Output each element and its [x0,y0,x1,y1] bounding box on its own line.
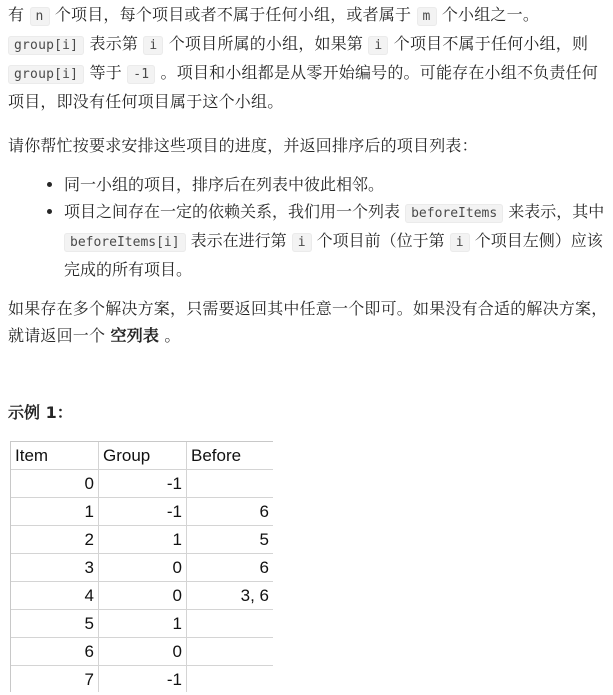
inline-code: n [30,7,50,26]
table-cell: 3, 6 [240,586,269,605]
table-row [11,554,273,582]
table-cell: 3 [11,554,99,581]
table-row [11,666,273,692]
table-row [11,638,273,666]
table-cell [187,610,273,637]
inline-code: group[i] [8,65,84,84]
problem-description [8,0,608,349]
table-row [11,526,273,554]
example-table-image [10,441,273,692]
column-header: Group [99,442,187,469]
description-paragraph-3: 如果存在多个解决方案，只需要返回其中任意一个即可。如果没有合适的解决方案，就请返回一个 空列表 。 [8,299,608,345]
table-cell: -1 [99,666,187,692]
table-cell: 7 [11,666,99,692]
table-cell: 1 [99,526,187,553]
table-cell: -1 [99,470,187,497]
table-row [11,470,273,498]
column-header: Before [191,446,242,465]
table-cell: 1 [11,498,99,525]
inline-code: i [450,233,470,252]
list-item: • 项目之间存在一定的依赖关系，我们用一个列表 beforeItems 来表示，其中 beforeItems[i] 表示在进行第 i 个项目前（位于第 i 个项目左侧）应该完成的所有项目。 [64,198,608,283]
inline-code: -1 [127,65,155,84]
table-cell: 6 [11,638,99,665]
table-cell: 0 [99,554,187,581]
table-header-row [11,442,273,470]
list-item: • 同一小组的项目，排序后在列表中彼此相邻。 [64,171,608,198]
inline-code: i [292,233,312,252]
inline-code: group[i] [8,36,84,55]
table-cell: 0 [99,582,187,609]
table-cell: 5 [259,530,269,549]
inline-code: i [368,36,388,55]
description-paragraph-2: 请你帮忙按要求安排这些项目的进度，并返回排序后的项目列表： [8,136,478,155]
table-cell [187,638,273,665]
inline-code: beforeItems [405,204,503,223]
table-row [11,582,273,610]
table-cell: 6 [259,558,269,577]
table-cell: 2 [11,526,99,553]
description-paragraph-1: 有 n 个项目，每个项目或者不属于任何小组，或者属于 m 个小组之一。group[i] 表示第 i 个项目所属的小组，如果第 i 个项目不属于任何小组，则 group[i] 等于 -1 。项目和小组都是从零开始编号的。可能存在小组不负责任何项目，即没有任何项目属于这个小组。 [8,5,598,111]
inline-code: m [417,7,437,26]
table-row [11,498,273,526]
table-cell: 0 [99,638,187,665]
table-cell [187,470,273,497]
table-cell: 6 [259,502,269,521]
inline-code: beforeItems[i] [64,233,186,252]
emphasis-text: 空列表 [110,326,160,345]
table-cell [187,666,273,692]
requirements-list [8,171,608,283]
table-cell: -1 [99,498,187,525]
table-cell: 1 [99,610,187,637]
table-cell: 4 [11,582,99,609]
table-cell: 0 [11,470,99,497]
inline-code: i [143,36,163,55]
example-title: 示例 1： [8,403,73,422]
column-header: Item [11,442,99,469]
table-row [11,610,273,638]
table-cell: 5 [11,610,99,637]
